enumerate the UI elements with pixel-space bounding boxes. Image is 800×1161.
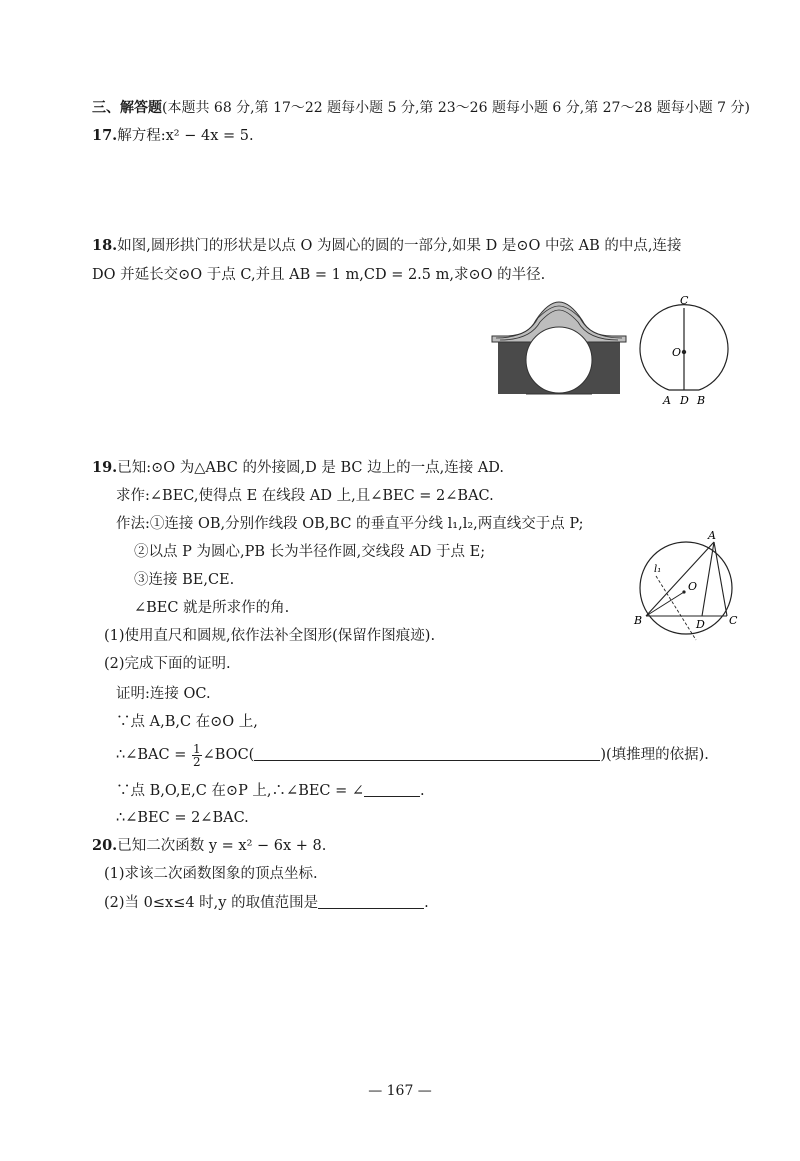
fraction-one-half xyxy=(192,743,202,768)
arch-gate-figure xyxy=(488,298,630,398)
question-19-given-text: 已知:⊙O 为△ABC 的外接圆,D 是 BC 边上的一点,连接 AD. xyxy=(117,460,505,476)
arch-opening xyxy=(526,327,592,393)
page-number: — 167 — xyxy=(368,1083,432,1099)
fraction-numerator: 1 xyxy=(192,741,201,756)
label-d: D xyxy=(696,618,705,631)
question-19-part2: (2)完成下面的证明. xyxy=(104,656,231,672)
question-19-method3: ③连接 BE,CE. xyxy=(134,572,235,588)
question-20-part1: (1)求该二次函数图象的顶点坐标. xyxy=(104,866,318,882)
label-o: O xyxy=(688,580,698,593)
proof-line3 xyxy=(116,740,709,770)
side-ac xyxy=(714,542,727,616)
proof-line2: ∵点 A,B,C 在⊙O 上, xyxy=(116,714,258,730)
question-18-line1 xyxy=(92,236,682,256)
question-19-part1: (1)使用直尺和圆规,依作法补全图形(保留作图痕迹). xyxy=(104,628,436,644)
label-b: B xyxy=(697,394,706,407)
range-blank[interactable] xyxy=(318,894,424,909)
proof-line4-end: . xyxy=(420,783,425,799)
question-18-text1: 如图,圆形拱门的形状是以点 O 为圆心的圆的一部分,如果 D 是⊙O 中弦 AB 的中点,连接 xyxy=(117,238,682,254)
question-17 xyxy=(92,126,254,146)
section-heading xyxy=(92,98,750,118)
fraction-denominator: 2 xyxy=(192,754,201,769)
proof-line5: ∴∠BEC = 2∠BAC. xyxy=(116,810,249,826)
label-b: B xyxy=(634,614,643,627)
proof-line3-end: )(填推理的依据). xyxy=(600,747,709,763)
question-20-text: 已知二次函数 y = x² − 6x + 8. xyxy=(117,838,327,854)
proof-line3-start: ∴∠BAC = xyxy=(116,747,187,763)
question-20-part2 xyxy=(104,893,429,913)
section-note: (本题共 68 分,第 17～22 题每小题 5 分,第 23～26 题每小题 6 分,第 27～28 题每小题 7 分) xyxy=(162,100,750,116)
proof-line3-mid: ∠BOC( xyxy=(202,747,255,763)
section-title: 三、解答题 xyxy=(92,100,162,116)
question-20 xyxy=(92,836,326,856)
label-a: A xyxy=(708,529,716,542)
question-18-number: 18. xyxy=(92,237,118,254)
question-19-given xyxy=(92,458,504,478)
label-c: C xyxy=(729,614,738,627)
proof-line4-text: ∵点 B,O,E,C 在⊙P 上,∴∠BEC = ∠ xyxy=(116,783,365,799)
question-17-text: 解方程:x² − 4x = 5. xyxy=(117,128,254,144)
question-19-method2: ②以点 P 为圆心,PB 长为半径作圆,交线段 AD 于点 E; xyxy=(134,544,486,560)
question-20-part2-text: (2)当 0≤x≤4 时,y 的取值范围是 xyxy=(104,895,319,911)
label-c: C xyxy=(680,294,689,307)
center-o-dot xyxy=(682,590,685,593)
label-o: O xyxy=(672,346,682,359)
question-17-number: 17. xyxy=(92,127,118,144)
angle-blank[interactable] xyxy=(364,782,420,797)
label-d: D xyxy=(680,394,689,407)
proof-line1: 证明:连接 OC. xyxy=(116,686,211,702)
chord-circle-figure xyxy=(636,290,740,410)
label-a: A xyxy=(663,394,671,407)
center-o-dot xyxy=(682,350,686,354)
label-l1: l₁ xyxy=(654,564,662,575)
question-20-part2-end: . xyxy=(424,895,429,911)
question-20-number: 20. xyxy=(92,837,118,854)
question-19-method4: ∠BEC 就是所求作的角. xyxy=(134,600,290,616)
question-18-line2: DO 并延长交⊙O 于点 C,并且 AB = 1 m,CD = 2.5 m,求⊙O 的半径. xyxy=(92,267,546,283)
reason-blank[interactable] xyxy=(254,746,600,761)
proof-line4 xyxy=(116,781,425,801)
question-19-number: 19. xyxy=(92,459,118,476)
circumcircle xyxy=(640,542,732,634)
circumcircle-figure xyxy=(632,528,740,652)
question-19-method1: 作法:①连接 OB,分别作线段 OB,BC 的垂直平分线 l₁,l₂,两直线交于点 P; xyxy=(116,516,584,532)
question-19-todo: 求作:∠BEC,使得点 E 在线段 AD 上,且∠BEC = 2∠BAC. xyxy=(116,488,494,504)
